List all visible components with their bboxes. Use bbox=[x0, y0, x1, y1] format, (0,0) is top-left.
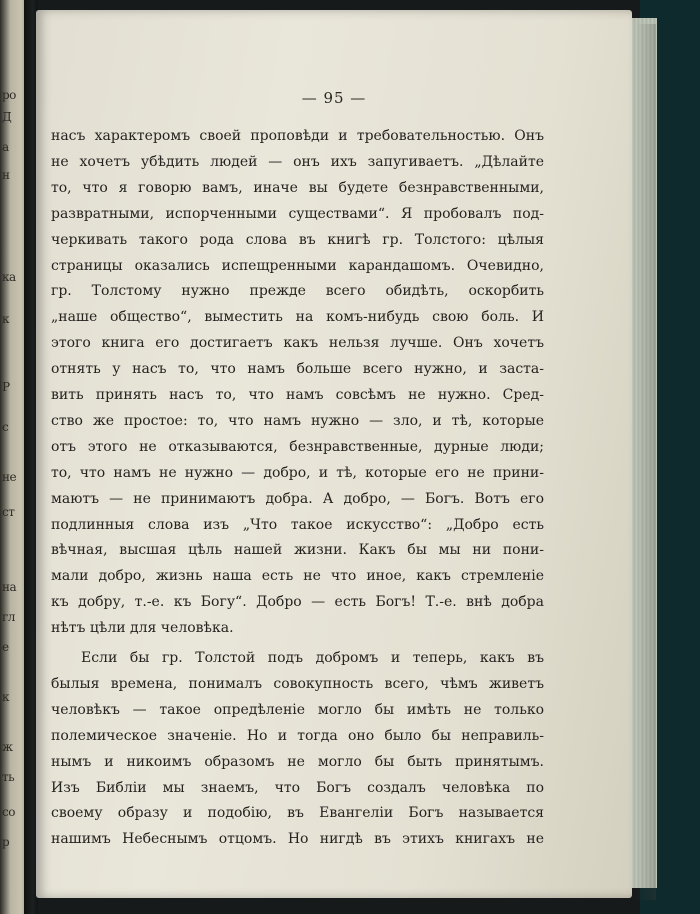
page-shadow bbox=[636, 24, 656, 900]
text-line: вить принять насъ то, что намъ совсѣмъ не нужно. Сред- bbox=[51, 387, 544, 403]
left-page-text-fragment: е bbox=[2, 640, 9, 654]
text-line: Изъ Библіи мы знаемъ, что Богъ создалъ человѣка по bbox=[51, 779, 544, 796]
page-number: — 95 — bbox=[301, 89, 367, 107]
left-page-text-fragment: Д bbox=[2, 110, 12, 124]
text-line: къ добру, т.-е. къ Богу“. Добро — есть Богъ! Т.-е. внѣ добра bbox=[51, 594, 544, 611]
text-line: отнять у насъ то, что намъ больше всего нужно, и застa- bbox=[51, 361, 544, 378]
text-line: Если бы гр. Толстой подъ добромъ и теперь, какъ въ bbox=[81, 650, 544, 666]
text-line: вѣчная, высшая цѣль нашей жизни. Какъ бы мы ни пони- bbox=[51, 542, 544, 559]
text-line: гр. Толстому нужно прежде всего обидѣть, оскорбить bbox=[51, 283, 544, 300]
text-line: развратными, испорченными существами“. Я пробовалъ под- bbox=[51, 205, 544, 222]
book-page bbox=[36, 10, 632, 898]
left-page-text-fragment: с bbox=[2, 420, 9, 434]
text-line: этого книга его достигаетъ какъ нельзя лучше. Онъ хочетъ bbox=[51, 335, 544, 352]
left-page-text-fragment: со bbox=[2, 805, 15, 819]
text-line: своему образу и подобію, въ Евангеліи Богъ называется bbox=[51, 805, 544, 822]
left-page-text-fragment: ро bbox=[2, 88, 16, 102]
left-page-text-fragment: не bbox=[2, 470, 17, 484]
text-line: ство же простое: то, что намъ нужно — зло, и тѣ, которые bbox=[51, 412, 544, 429]
left-page-text-fragment: а bbox=[2, 140, 9, 154]
text-line: нымъ и никоимъ образомъ не могло бы быть принятымъ. bbox=[51, 753, 544, 770]
text-line: былыя времена, понималъ совокупность всего, чѣмъ живетъ bbox=[51, 675, 544, 692]
text-line: нѣтъ цѣли для человѣка. bbox=[51, 620, 234, 637]
left-page-text-fragment: к bbox=[2, 312, 9, 326]
left-page-text-fragment: ст bbox=[2, 505, 15, 519]
left-page-text-fragment: ть bbox=[2, 770, 15, 784]
left-page-text-fragment: ка bbox=[2, 270, 16, 284]
text-line: черкивать такого рода слова въ книгѣ гр. Толстого: цѣлыя bbox=[51, 231, 544, 248]
text-line: насъ характеромъ своей проповѣди и требовательностью. Онъ bbox=[51, 128, 544, 144]
text-line: то, что я говорю вамъ, иначе вы будете безнравственными, bbox=[51, 179, 544, 196]
left-page-text-fragment: р bbox=[2, 835, 10, 849]
left-page-text-fragment: н bbox=[2, 168, 10, 182]
text-line: „наше общество“, выместить на комъ-нибудь свою боль. И bbox=[51, 309, 544, 326]
text-line: не хочетъ убѣдить людей — онъ ихъ запугиваетъ. „Дѣлайте bbox=[51, 153, 544, 170]
left-page-text-fragment: гл bbox=[2, 610, 15, 624]
text-line: маютъ — не принимаютъ добра. А добро, — Богъ. Вотъ его bbox=[51, 490, 544, 507]
left-page-text-fragment: ж bbox=[2, 740, 13, 754]
text-line: отъ этого не отказываются, безнравственные, дурные люди; bbox=[51, 438, 544, 455]
text-line: подлинныя слова изъ „Что такое искусство“: „Добро есть bbox=[51, 516, 544, 533]
text-line: мали добро, жизнь наша есть не что иное, какъ стремленіе bbox=[51, 568, 544, 585]
text-line: человѣкъ — такое опредѣленіе могло бы имѣть не только bbox=[51, 701, 544, 718]
text-line: страницы оказались испещренными карандашомъ. Очевидно, bbox=[51, 257, 544, 274]
left-page-text-fragment: на bbox=[2, 580, 17, 594]
left-page-text-fragment: Р bbox=[2, 380, 10, 394]
text-line: нашимъ Небеснымъ отцомъ. Но нигдѣ въ этихъ книгахъ не bbox=[51, 831, 544, 848]
text-line: полемическое значеніе. Но и тогда оно было бы неправиль- bbox=[51, 727, 544, 744]
text-line: то, что намъ не нужно — добро, и тѣ, которые его не прини- bbox=[51, 464, 544, 481]
left-page-text-fragment: к bbox=[2, 690, 9, 704]
